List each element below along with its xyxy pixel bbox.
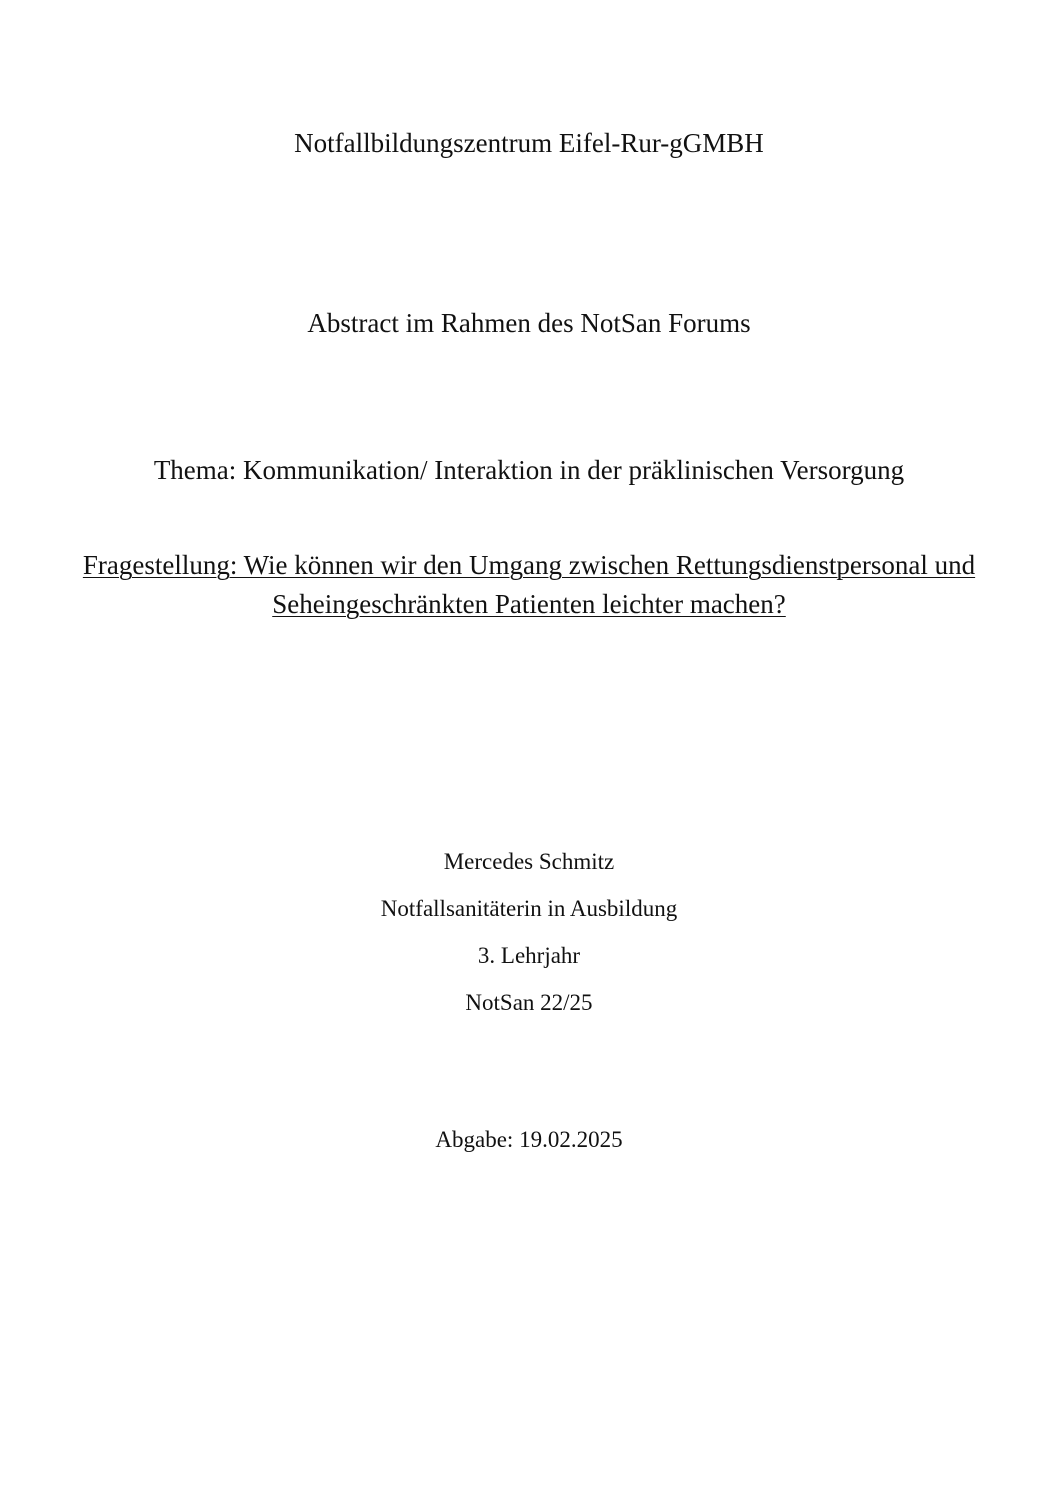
course-code: NotSan 22/25 [465,990,593,1015]
document-type: Abstract im Rahmen des NotSan Forums [307,308,751,338]
author-role: Notfallsanitäterin in Ausbildung [380,896,678,921]
training-year: 3. Lehrjahr [477,943,581,968]
research-question: Fragestellung: Wie können wir den Umgang zwischen Rettungsdienstpersonal und Seheingeschränkten Patienten leichter machen? [82,550,976,619]
topic-heading: Thema: Kommunikation/ Interaktion in der präklinischen Versorgung [153,455,905,485]
submission-date: Abgabe: 19.02.2025 [435,1127,623,1152]
author-name: Mercedes Schmitz [443,849,615,874]
institution-title: Notfallbildungszentrum Eifel-Rur-gGMBH [294,128,764,158]
